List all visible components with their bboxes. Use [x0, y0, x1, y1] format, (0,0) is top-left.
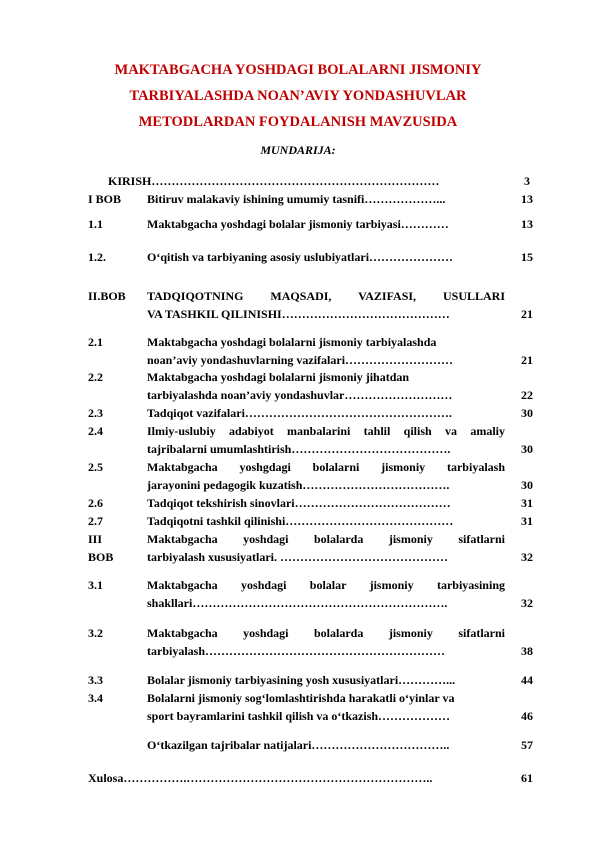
toc-entry-page: 30	[521, 442, 533, 456]
toc-entry-number: II.BOB	[88, 289, 126, 303]
toc-entry-title	[147, 736, 505, 754]
toc-entry-page: 13	[521, 217, 533, 231]
toc-entry-title-line: noan’aviy yondashuvlarning vazifalari………………………	[147, 353, 454, 367]
toc-entry-title-line: Maktabgacha yoshdagi bolalar jismoniy tarbiyasi…………	[147, 217, 449, 231]
toc-entry-title-line: shakllari……………………………………………………….	[147, 596, 448, 610]
toc-entry-title-line: tarbiyalash……………………………………………………	[147, 644, 446, 658]
toc-entry-number: 2.4	[88, 424, 103, 438]
toc-entry-page: 3	[524, 174, 530, 188]
toc-entry-number: I BOB	[88, 192, 122, 206]
toc-entry-title	[147, 512, 505, 530]
toc-entry-page: 15	[521, 250, 533, 264]
toc-entry-title-line: sport bayramlarini tashkil qilish va o‘tkazish………………	[147, 709, 451, 723]
toc-entry-number: 3.4	[88, 691, 103, 705]
toc-entry-title	[147, 689, 505, 725]
toc-entry-number: 3.3	[88, 673, 103, 687]
toc-entry-title	[147, 190, 505, 208]
toc-entry-title-line: Bolalarni jismoniy sog‘lomlashtirishda harakatli o‘yinlar va	[147, 691, 455, 705]
toc-entry-title-line: Xulosa…………….……………………………………………………..	[88, 771, 433, 785]
toc-entry-page: 22	[521, 388, 533, 402]
toc-entry-title-line: Maktabgacha yoshgdagi bolalarni jismoniy tarbiyalash	[147, 460, 505, 474]
toc-entry-title	[147, 458, 505, 494]
toc-entry-title	[147, 368, 505, 404]
toc-entry-number: 2.3	[88, 406, 103, 420]
toc-entry-title	[147, 494, 505, 512]
toc-entry-title-line: O‘tkazilgan tajribalar natijalari……………………………..	[147, 738, 450, 752]
toc-entry-page: 32	[521, 550, 533, 564]
toc-entry-title-line: Tadqiqot vazifalari…………………………………………….	[147, 406, 452, 420]
toc-entry-title-line: tarbiyalash xususiyatlari. ……………………………………	[147, 550, 449, 564]
toc-entry-title-line: Ilmiy-uslubiy adabiyot manbalarini tahlil qilish va amaliy	[147, 424, 505, 438]
toc-entry-page: 57	[521, 738, 533, 752]
toc-entry-title	[147, 333, 505, 369]
toc-entry-title	[147, 215, 505, 233]
document-title-line-1: MAKTABGACHA YOSHDAGI BOLALARNI JISMONIY	[114, 62, 482, 78]
toc-entry-title	[88, 769, 500, 787]
toc-entry-page: 31	[521, 514, 533, 528]
toc-entry-title	[147, 404, 505, 422]
toc-entry-title-line: Tadqiqot tekshirish sinovlari…………………………………	[147, 496, 451, 510]
toc-entry-title-line: jarayonini pedagogik kuzatish……………………………….	[147, 478, 450, 492]
toc-entry-title	[147, 624, 505, 660]
toc-entry-title	[147, 671, 505, 689]
toc-entry-title	[147, 248, 505, 266]
toc-entry-page: 21	[521, 307, 533, 321]
toc-entry-title-line: Bolalar jismoniy tarbiyasining yosh xususiyatlari…………...	[147, 673, 456, 687]
toc-entry-title	[147, 576, 505, 612]
toc-entry-page: 46	[521, 709, 533, 723]
toc-entry-title-line: KIRISH………………………………………………………………	[108, 174, 440, 188]
toc-entry-title-line: Maktabgacha yoshdagi bolalarni jismoniy jihatdan	[147, 370, 410, 384]
toc-entry-number: 3.2	[88, 626, 103, 640]
toc-entry-page: 30	[521, 478, 533, 492]
toc-entry-title-line: O‘qitish va tarbiyaning asosiy uslubiyatlari…………………	[147, 250, 454, 264]
toc-entry-title-line: Maktabgacha yoshdagi bolalar jismoniy tarbiyasining	[147, 578, 505, 592]
toc-entry-number: 3.1	[88, 578, 103, 592]
toc-entry-title-line: VA TASHKIL QILINISHI……………………………………	[147, 307, 450, 321]
toc-entry-page: 44	[521, 673, 533, 687]
toc-entry-number: 2.7	[88, 514, 103, 528]
document-title-line-2: TARBIYALASHDA NOAN’AVIY YONDASHUVLAR	[129, 88, 467, 104]
toc-entry-page: 38	[521, 644, 533, 658]
toc-entry-title-line: tarbiyalashda noan’aviy yondashuvlar………………………	[147, 388, 453, 402]
toc-entry-title-line: Tadqiqotni tashkil qilinishi……………………………………	[147, 514, 454, 528]
toc-entry-title-line: TADQIQOTNING MAQSADI, VAZIFASI, USULLARI	[147, 289, 505, 303]
toc-entry-number: 2.5	[88, 460, 103, 474]
contents-heading: MUNDARIJA:	[260, 143, 336, 157]
toc-entry-title-line: Maktabgacha yoshdagi bolalarda jismoniy sifatlarni	[147, 532, 505, 546]
toc-entry-number: 2.2	[88, 370, 103, 384]
toc-entry-title-line: Maktabgacha yoshdagi bolalarda jismoniy sifatlarni	[147, 626, 505, 640]
toc-entry-page: 30	[521, 406, 533, 420]
toc-entry-title-line: Bitiruv malakaviy ishining umumiy tasnifi………………...	[147, 192, 446, 206]
toc-entry-number: 1.1	[88, 217, 103, 231]
toc-entry-page: 13	[521, 192, 533, 206]
toc-entry-number: 2.6	[88, 496, 103, 510]
toc-entry-number: III BOB	[88, 532, 114, 564]
toc-entry-page: 32	[521, 596, 533, 610]
document-title-line-3: METODLARDAN FOYDALANISH MAVZUSIDA	[138, 114, 458, 130]
toc-entry-title	[147, 422, 505, 458]
toc-entry-number: 2.1	[88, 335, 103, 349]
toc-entry-title-line: tajribalarni umumlashtirish………………………………….	[147, 442, 451, 456]
toc-entry-page: 61	[521, 771, 533, 785]
toc-entry-title	[147, 530, 505, 566]
toc-entry-page: 31	[521, 496, 533, 510]
toc-entry-number: 1.2.	[88, 250, 106, 264]
toc-entry-title	[108, 172, 503, 190]
toc-entry-title	[147, 287, 505, 323]
toc-entry-title-line: Maktabgacha yoshdagi bolalarni jismoniy tarbiyalashda	[147, 335, 437, 349]
toc-entry-page: 21	[521, 353, 533, 367]
